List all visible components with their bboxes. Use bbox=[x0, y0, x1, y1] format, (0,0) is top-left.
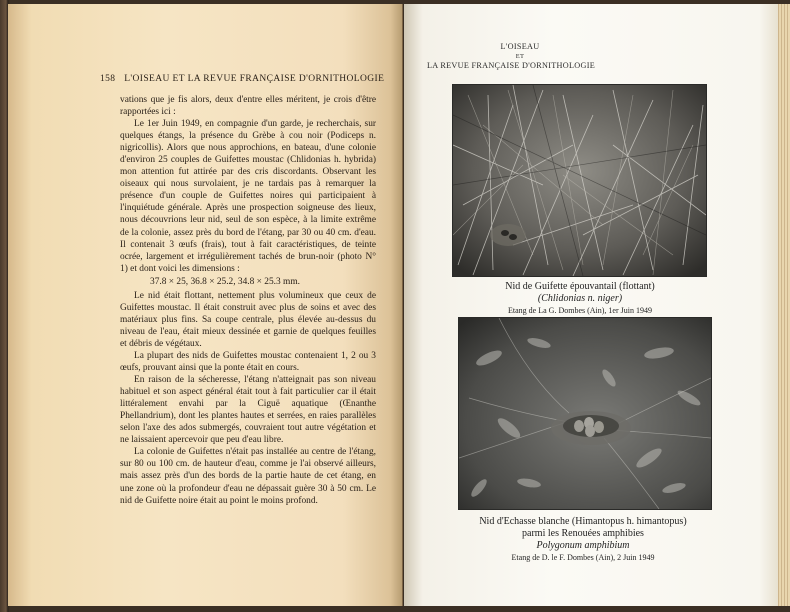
caption-photo-1 bbox=[440, 281, 720, 316]
caption-1-species: (Chlidonias n. niger) bbox=[537, 293, 623, 304]
paragraph-4: La plupart des nids de Guifettes moustac contenaient 1, 2 ou 3 œufs, prouvant ainsi que la ponte était en cours. bbox=[120, 350, 376, 374]
caption-1-location: Etang de La G. Dombes (Ain), 1er Juin 1949 bbox=[508, 306, 652, 315]
journal-subtitle: LA REVUE FRANÇAISE D'ORNITHOLOGIE bbox=[426, 61, 596, 70]
page-number: 158 bbox=[100, 74, 116, 84]
right-running-head bbox=[426, 42, 600, 71]
body-text bbox=[120, 94, 376, 507]
caption-2-plant: Polygonum amphibium bbox=[536, 540, 630, 551]
paragraph-5: En raison de la sécheresse, l'étang n'atteignait pas son niveau habituel et son aspect général était tout à fait particulier car il était littéralement envahi par la Ciguë aquatique (Œnanthe Phellandrium), dont les plantes hautes et serrées, en raies parallèles selon l'axe des ados submergés, couvraient tout autre végétation et ne laissaient apercevoir que peu d'eau libre. bbox=[120, 375, 376, 446]
egg-dimensions: 37.8 × 25, 36.8 × 25.2, 34.8 × 25.3 mm. bbox=[150, 276, 300, 287]
left-running-head bbox=[100, 74, 400, 84]
caption-2-location: Etang de D. le F. Dombes (Ain), 2 Juin 1949 bbox=[511, 553, 655, 562]
photo-black-tern-nest bbox=[453, 85, 706, 276]
page-edges bbox=[778, 4, 790, 606]
journal-title: L'OISEAU bbox=[500, 42, 540, 51]
paragraph-3: Le nid était flottant, nettement plus volumineux que ceux de Guifettes moustac. Il était construit avec plus de soins et avec des matériaux plus fins. Sa coupe centrale, plus élevée au-dessus du niveau de l'eau, était mieux dessinée et garnie de quelques feuilles et débris de végétaux. bbox=[120, 290, 376, 349]
photo-stilt-nest bbox=[459, 318, 711, 509]
paragraph-2: Le 1er Juin 1949, en compagnie d'un garde, je recherchais, sur quelques étangs, la présence du Grèbe à cou noir (Podiceps n. nigricollis). Alors que nous approchions, en bateau, d'une colonie d'environ 25 couples de Guifettes moustac (Chlidonias h. hybrida) mon attention fut attirée par des cris discordants. Observant les oiseaux qui nous survolaient, je ne tardais pas à remarquer la présence d'un couple de Guifettes noires qui participaient à l'inquiétude générale. Après une prospection soigneuse des lieux, nous découvrions leur nid, seul de son espèce, à la limite extrême de la colonie, assez près du bord de l'étang, par 30 ou 40 cm. d'eau. Il contenait 3 œufs (frais), tout à fait caractéristiques, de teinte ocrée, largement et irrégulièrement tachés de brun-noir (photo N° 1) et dont voici les dimensions : bbox=[120, 119, 376, 274]
caption-2-title: Nid d'Echasse blanche (Himantopus h. himantopus) bbox=[479, 516, 687, 527]
caption-1-title: Nid de Guifette épouvantail (flottant) bbox=[505, 281, 655, 292]
caption-photo-2 bbox=[440, 516, 726, 563]
running-head-title: L'OISEAU ET LA REVUE FRANÇAISE D'ORNITHOLOGIE bbox=[124, 74, 385, 84]
journal-title-conjunction: ET bbox=[515, 52, 525, 60]
caption-2-habitat: parmi les Renouées amphibies bbox=[522, 528, 644, 539]
paragraph-6: La colonie de Guifettes n'était pas installée au centre de l'étang, sur 80 ou 100 cm. de hauteur d'eau, comme je l'ai observé ailleurs, mais assez près d'un des bords de la partie haute de cet étang, en une zone où la profondeur d'eau ne dépassait guère 30 à 50 cm. Le nid de Guifette noire était au point le moins profond. bbox=[120, 447, 376, 506]
paragraph-1: vations que je fis alors, deux d'entre elles méritent, je crois d'être rapportées ici : bbox=[120, 95, 376, 118]
